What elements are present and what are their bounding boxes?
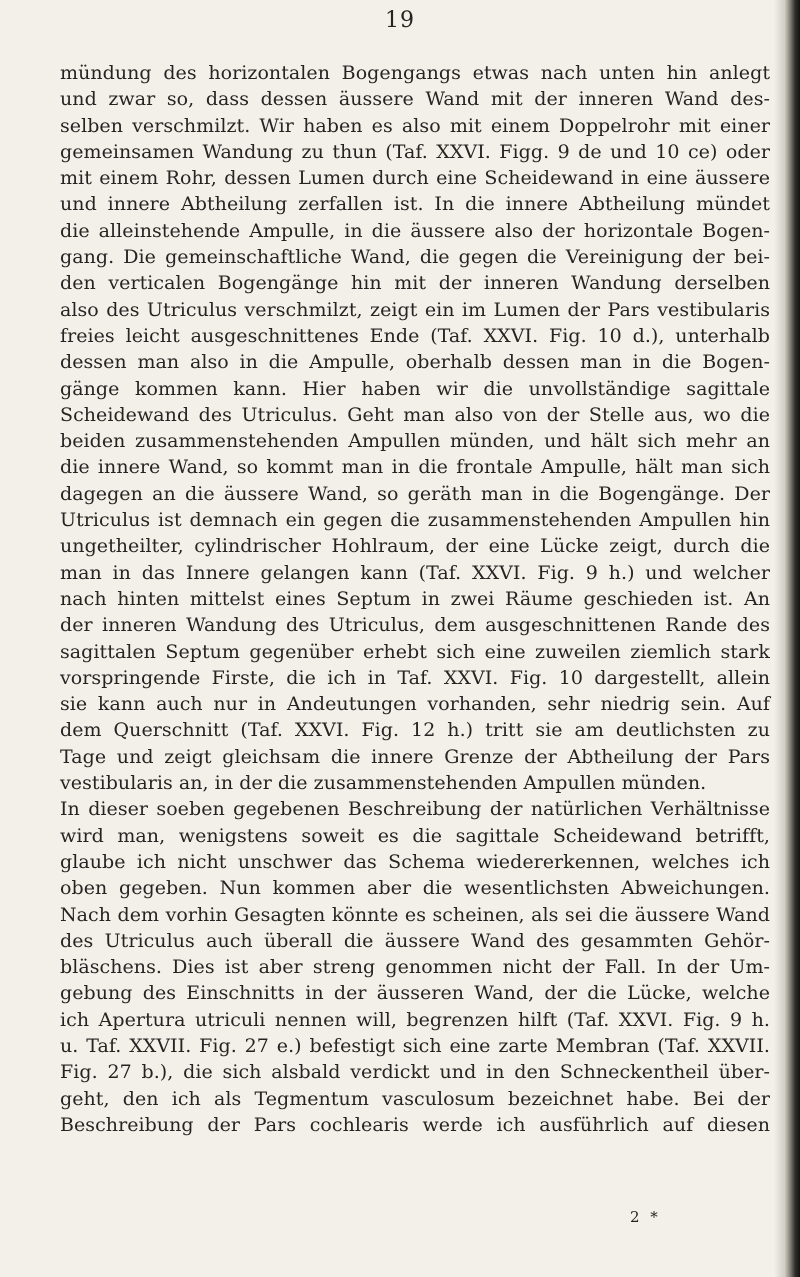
text-line: sie kann auch nur in Andeutungen vorhanden, sehr niedrig sein. Auf <box>60 693 770 716</box>
text-line: man in das Innere gelangen kann (Taf. XXVI. Fig. 9 h.) und welcher <box>60 561 770 584</box>
text-line: der inneren Wandung des Utriculus, dem ausgeschnittenen Rande des <box>60 614 770 637</box>
signature-mark: 2 * <box>630 1208 661 1226</box>
text-line: den verticalen Bogengänge hin mit der inneren Wandung derselben <box>60 272 770 295</box>
text-line: selben verschmilzt. Wir haben es also mit einem Doppelrohr mit einer <box>60 114 770 137</box>
text-line: gang. Die gemeinschaftliche Wand, die gegen die Vereinigung der bei- <box>60 246 770 269</box>
text-line: gebung des Einschnitts in der äusseren Wand, der die Lücke, welche <box>60 982 770 1005</box>
text-line: dessen man also in die Ampulle, oberhalb dessen man in die Bogen- <box>60 351 770 374</box>
text-line: wird man, wenigstens soweit es die sagittale Scheidewand betrifft, <box>60 824 770 847</box>
text-line: dagegen an die äussere Wand, so geräth man in die Bogengänge. Der <box>60 482 770 505</box>
text-line: ungetheilter, cylindrischer Hohlraum, der eine Lücke zeigt, durch die <box>60 535 770 558</box>
text-line: Nach dem vorhin Gesagten könnte es scheinen, als sei die äussere Wand <box>60 903 770 926</box>
text-line: Tage und zeigt gleichsam die innere Grenze der Abtheilung der Pars <box>60 745 770 768</box>
text-line: Scheidewand des Utriculus. Geht man also von der Stelle aus, wo die <box>60 403 770 426</box>
binding-shadow <box>774 0 784 1277</box>
text-line: mit einem Rohr, dessen Lumen durch eine Scheidewand in eine äussere <box>60 167 770 190</box>
text-line: gemeinsamen Wandung zu thun (Taf. XXVI. Figg. 9 de und 10 ce) oder <box>60 140 770 163</box>
text-line: bläschens. Dies ist aber streng genommen nicht der Fall. In der Um- <box>60 956 770 979</box>
text-line: also des Utriculus verschmilzt, zeigt ein im Lumen der Pars vestibularis <box>60 298 770 321</box>
text-line: ich Apertura utriculi nennen will, begrenzen hilft (Taf. XXVI. Fig. 9 h. <box>60 1008 770 1031</box>
text-line: und zwar so, dass dessen äussere Wand mit der inneren Wand des- <box>60 88 770 111</box>
text-line: dem Querschnitt (Taf. XXVI. Fig. 12 h.) tritt sie am deutlichsten zu <box>60 719 770 742</box>
text-line: oben gegeben. Nun kommen aber die wesentlichsten Abweichungen. <box>60 877 770 900</box>
text-line: und innere Abtheilung zerfallen ist. In die innere Abtheilung mündet <box>60 193 770 216</box>
text-line: des Utriculus auch überall die äussere Wand des gesammten Gehör- <box>60 929 770 952</box>
text-line: die alleinstehende Ampulle, in die äussere also der horizontale Bogen- <box>60 219 770 242</box>
text-line: freies leicht ausgeschnittenes Ende (Taf. XXVI. Fig. 10 d.), unterhalb <box>60 324 770 347</box>
text-line: beiden zusammenstehenden Ampullen münden, und hält sich mehr an <box>60 430 770 453</box>
text-line: vorspringende Firste, die ich in Taf. XXVI. Fig. 10 dargestellt, allein <box>60 666 770 689</box>
text-line: geht, den ich als Tegmentum vasculosum bezeichnet habe. Bei der <box>60 1087 770 1110</box>
text-line: Beschreibung der Pars cochlearis werde ich ausführlich auf diesen <box>60 1113 770 1136</box>
text-line: sagittalen Septum gegenüber erhebt sich eine zuweilen ziemlich stark <box>60 640 770 663</box>
body-text <box>60 60 770 1138</box>
page-number: 19 <box>385 8 415 33</box>
text-line: vestibularis an, in der die zusammenstehenden Ampullen münden. <box>60 772 707 795</box>
text-line: Utriculus ist demnach ein gegen die zusammenstehenden Ampullen hin <box>60 509 770 532</box>
text-line: In dieser soeben gegebenen Beschreibung der natürlichen Verhältnisse <box>60 798 770 821</box>
text-line: glaube ich nicht unschwer das Schema wiedererkennen, welches ich <box>60 850 770 873</box>
text-line: die innere Wand, so kommt man in die frontale Ampulle, hält man sich <box>60 456 770 479</box>
binding-edge <box>784 0 800 1277</box>
text-line: u. Taf. XXVII. Fig. 27 e.) befestigt sich eine zarte Membran (Taf. XXVII. <box>60 1034 770 1057</box>
text-line: nach hinten mittelst eines Septum in zwei Räume geschieden ist. An <box>60 587 770 610</box>
text-line: mündung des horizontalen Bogengangs etwas nach unten hin anlegt <box>60 62 770 84</box>
text-line: Fig. 27 b.), die sich alsbald verdickt und in den Schneckentheil über- <box>60 1061 770 1084</box>
text-line: gänge kommen kann. Hier haben wir die unvollständige sagittale <box>60 377 770 400</box>
